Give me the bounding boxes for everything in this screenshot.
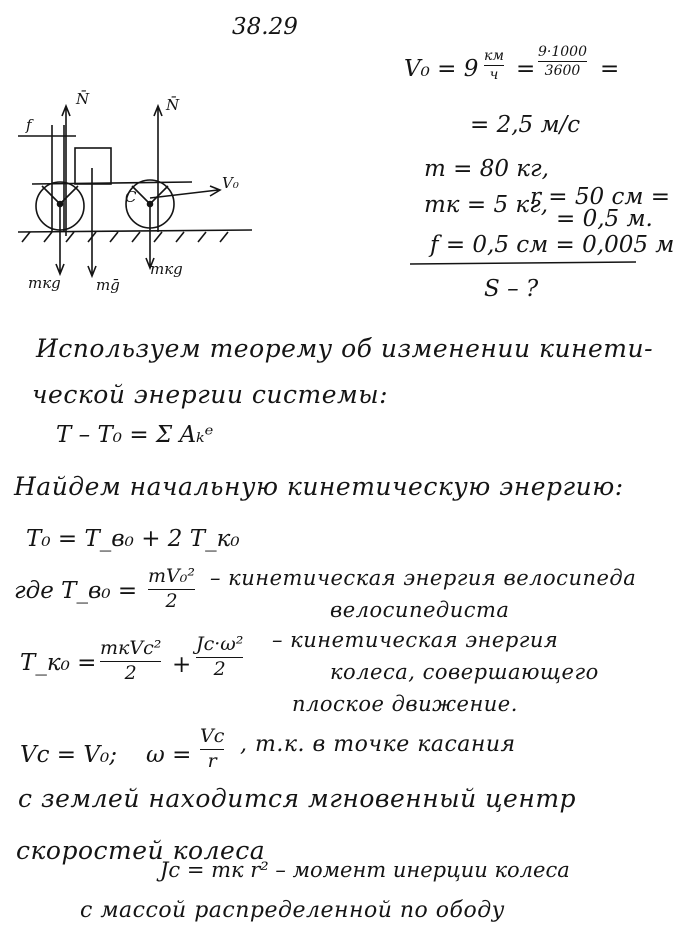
ground-line [18,230,252,232]
given-v0-unit-num: км [484,48,504,64]
equation-energy-theorem: T – T₀ = Σ Aₖᵉ [56,422,214,448]
label-normal-right: N̄ [166,96,180,114]
equation-omega-pre: ω = [146,742,192,768]
equation-wheel-den2: 2 [213,657,226,680]
gravity-arrow-right [146,206,154,268]
ground-hatch [22,232,228,242]
equation-omega-den: r [207,749,217,772]
rider-box [75,148,111,184]
given-wheel-mass: mк = 5 кг, [424,192,549,218]
given-v0-unit [484,48,504,83]
problem-number: 38.29 [232,14,298,40]
solution-line-7: скоростей колеса [16,836,266,865]
solution-line-2: ческой энергии системы: [32,380,389,409]
equation-bike-frac [148,566,195,613]
label-mkg-right: mкg [150,260,183,278]
given-v0-eq2: = [600,56,620,82]
solution-line-8: с массой распределенной по ободу [80,898,505,923]
label-normal-left: N̄ [76,90,90,108]
given-radius-conv: = 0,5 м. [556,206,653,232]
equation-wheel-pre: T_к₀ = [20,650,97,676]
given-v0-eq: = [516,56,536,82]
equation-wheel-num1: mкVc² [100,637,162,659]
frac-bar [484,65,504,66]
label-mkg-left: mкg [28,274,61,292]
given-v0-frac-num: 9·1000 [538,44,587,60]
equation-velocity: Vc = V₀; [20,742,117,768]
solution-line-6: с землей находится мгновенный центр [18,784,577,813]
solution-line-1: Используем теорему об изменении кинети- [36,334,654,363]
equation-bike-desc: – кинетическая энергия велосипеда [210,566,637,590]
equation-wheel-frac1 [100,638,161,685]
equation-wheel-desc: – кинетическая энергия [272,628,559,652]
given-mass: m = 80 кг, [424,156,549,182]
given-v0-frac [538,44,587,79]
label-v0: V₀ [222,174,239,192]
equation-wheel-num2: Jc·ω² [196,633,244,655]
equation-bike-pre: где T_в₀ = [14,578,138,604]
given-radius: r = 50 см = [530,184,670,210]
equation-wheel-den1: 2 [124,661,137,684]
solution-line-3: Найдем начальную кинетическую энергию: [14,472,624,501]
equation-omega-frac [200,726,224,773]
normal-arrow-right [154,106,162,232]
equation-wheel-tail-1: колеса, совершающего [330,660,599,684]
given-v0-lhs: V₀ = 9 [404,56,479,82]
gravity-arrow-left [56,206,64,274]
frac-bar [538,61,587,62]
given-v0-frac-den: 3600 [544,63,581,80]
given-find: S – ? [484,276,539,302]
label-f: f [26,116,32,134]
equation-wheel-plus: + [172,652,192,678]
velocity-arrow [150,186,220,198]
given-rolling-coef: f = 0,5 см = 0,005 м [430,232,675,258]
label-center-c: C [125,188,137,206]
given-v0-result: = 2,5 м/с [470,112,581,138]
equation-initial-energy: T₀ = T_в₀ + 2 T_к₀ [26,526,240,552]
given-v0-unit-den: ч [489,67,499,84]
equation-inertia: Jc = mк r² – момент инерции колеса [160,858,570,882]
label-mg: mḡ [96,276,120,294]
equation-bike-den: 2 [165,589,178,612]
equation-omega-num: Vc [200,725,225,747]
given-underline [410,262,636,264]
equation-wheel-tail-2: плоское движение. [292,692,518,716]
equation-bike-num: mV₀² [148,565,195,587]
equation-omega-reason: , т.к. в точке касания [240,732,516,757]
equation-bike-tail: велосипедиста [330,598,510,622]
equation-wheel-frac2 [196,634,243,681]
